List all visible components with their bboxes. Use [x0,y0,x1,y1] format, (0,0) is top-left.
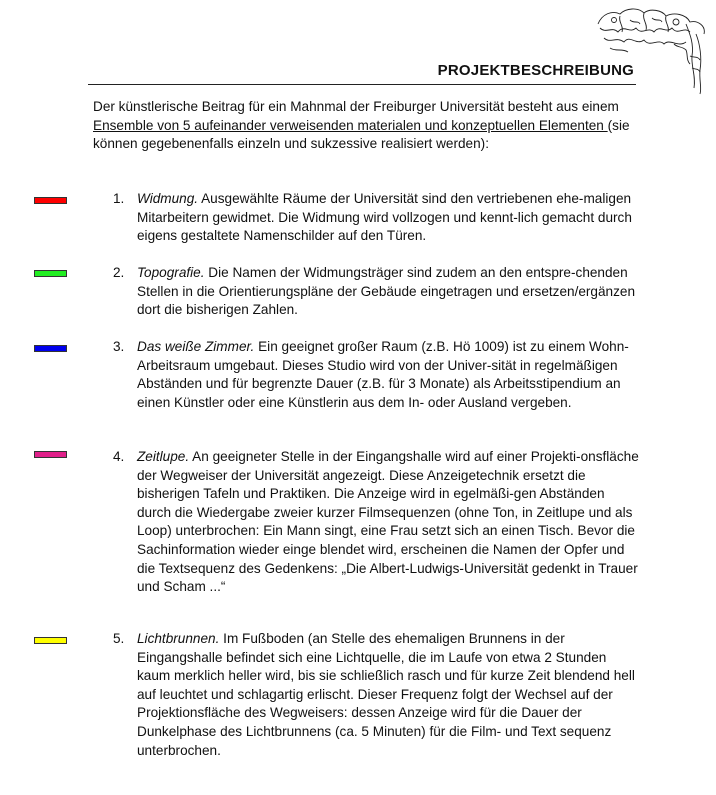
page-title: PROJEKTBESCHREIBUNG [437,62,634,79]
item-3-color-bar [34,345,67,352]
item-4-number: 4. [113,449,125,464]
sculpture-drawing-logo [590,4,712,96]
intro-text-after: (sie können gegebenenfalls einzeln und sukzessive realisiert werden): [93,117,630,152]
item-4-text: An geeigneter Stelle in der Eingangshalle wird auf einer Projekti-onsfläche der Wegweiser der Universität angezeigt. Diese Anzeigetechnik ersetzt die bisherigen Tafeln und Praktiken. Die Anzeige wird in egelmäßi-gen Abständen durch die Wiedergabe zweier kurzer Filmsequenzen (ohne Ton, in Zeitlupe und als Loop) unterbrochen: Ein Mann singt, eine Frau setzt sich an einen Tisch. Bevor die Sachinformation wieder einge blendet wird, erscheinen die Namen der Opfer und die Textsequenz des Gedenkens: „Die Albert-Ludwigs-Universität gedenkt in Trauer und Scham ...“ [137,449,639,595]
title-divider [88,84,636,85]
item-4-body [137,448,642,597]
item-5-title: Lichtbrunnen. [137,631,220,646]
item-1-title: Widmung. [137,191,199,206]
item-1-number: 1. [113,191,125,206]
intro-underlined-text: Ensemble von 5 aufeinander verweisenden materialen und konzeptuellen Elementen [93,117,608,133]
intro-text-before: Der künstlerische Beitrag für ein Mahnmal der Freiburger Universität besteht aus einem [93,99,619,114]
item-3-title: Das weiße Zimmer. [137,339,255,354]
item-2-color-bar [34,270,67,277]
item-2-title: Topografie. [137,265,205,280]
item-5-body [137,630,642,760]
item-4-color-bar [34,451,67,458]
item-3-body [137,338,642,412]
item-3-number: 3. [113,339,125,354]
item-2-text: Die Namen der Widmungsträger sind zudem an den entspre-chenden Stellen in die Orientierungspläne der Gebäude eingetragen und ersetzen/ergänzen dort die bisherigen Zahlen. [137,265,636,318]
item-5-color-bar [34,637,67,644]
item-2-body [137,264,642,320]
item-4-title: Zeitlupe. [137,449,190,464]
item-1-body [137,190,642,246]
item-3-text: Ein geeignet großer Raum (z.B. Hö 1009) ist zu einem Wohn-Arbeitsraum umgebaut. Dieses Studio wird von der Univer-sität in regelmäßigen Abständen und für begrenzte Dauer (z.B. für 3 Monate) als Arbeitsstipendium an einen Künstler oder eine Künstlerin aus dem In- oder Ausland vergeben. [137,339,629,410]
intro-paragraph [93,98,638,154]
item-2-number: 2. [113,265,125,280]
item-5-number: 5. [113,631,125,646]
item-1-text: Ausgewählte Räume der Universität sind den vertriebenen ehe-maligen Mitarbeitern gewidmet. Die Widmung wird vollzogen und kennt-lich gemacht durch eigens gestaltete Namenschilder auf den Türen. [137,191,632,244]
item-1-color-bar [34,197,67,204]
item-5-text: Im Fußboden (an Stelle des ehemaligen Brunnens in der Eingangshalle befindet sich eine Lichtquelle, die im Laufe von etwa 2 Stunden kaum merklich heller wird, bis sie schließlich rasch und für kurze Zeit blendend hell auf leuchtet und schlagartig erlischt. Dieser Frequenz folgt der Wechsel auf der Projektionsfläche des Wegweisers: dessen Anzeige wird für die Dauer der Dunkelphase des Lichtbrunnens (ca. 5 Minuten) für die Film- und Text sequenz unterbrochen. [137,631,635,758]
